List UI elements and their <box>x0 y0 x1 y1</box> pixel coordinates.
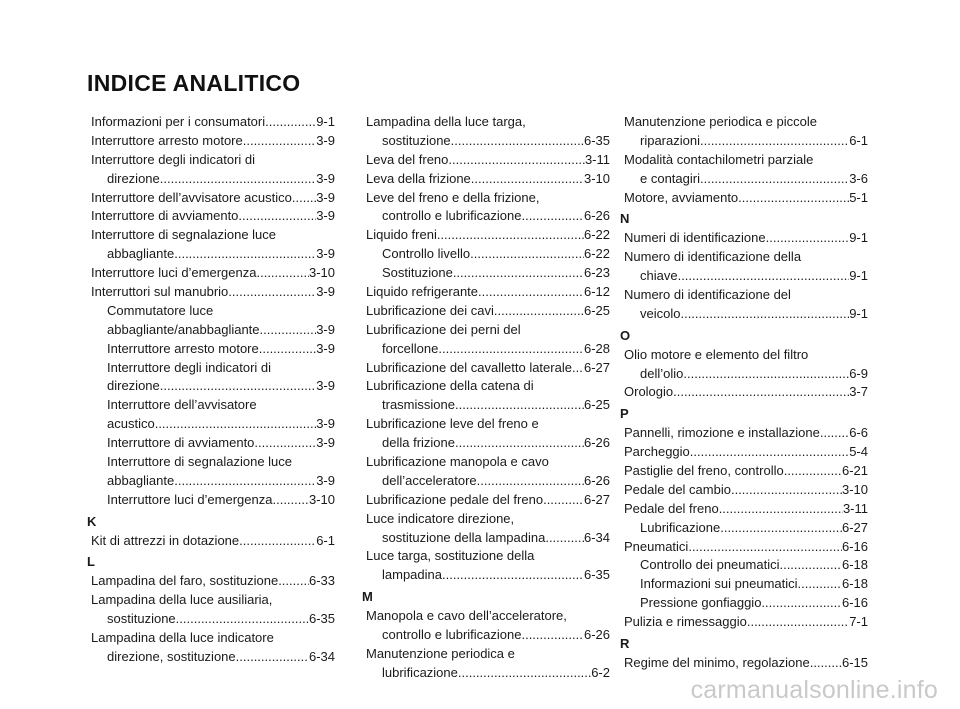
index-entry-continued: Lubrificazione manopola e cavo <box>366 454 549 470</box>
index-entry-text: Lubrificazione pedale del freno <box>366 491 544 507</box>
index-entry <box>362 226 610 245</box>
index-entry-text: Lubrificazione <box>640 519 721 535</box>
index-entry-text: Leva della frizione <box>366 170 471 186</box>
index-page-number: 6-28 <box>583 340 610 356</box>
index-page-number: 3-9 <box>316 435 335 451</box>
dot-leader <box>256 264 308 283</box>
index-entry <box>87 572 335 591</box>
dot-leader <box>243 132 316 151</box>
index-entry-continued: Luce indicatore direzione, <box>366 510 515 526</box>
index-entry <box>620 443 868 462</box>
dot-leader <box>437 226 584 245</box>
dot-leader <box>160 377 316 396</box>
dot-leader <box>494 302 584 321</box>
index-entry-text: Parcheggio <box>624 444 690 460</box>
index-page-number: 9-1 <box>849 268 868 284</box>
index-entry-text: Pressione gonfiaggio <box>640 595 762 611</box>
index-entry-text: forcellone <box>382 340 439 356</box>
index-page-number: 6-35 <box>308 611 335 627</box>
index-page-number: 6-23 <box>583 265 610 281</box>
index-letter-header: O <box>620 327 631 343</box>
dot-leader <box>690 443 849 462</box>
index-entry <box>620 481 868 500</box>
index-entry-text: Sostituzione <box>382 265 453 281</box>
index-entry <box>620 365 868 384</box>
page-title: INDICE ANALITICO <box>87 70 301 96</box>
index-entry-text: Pulizia e rimessaggio <box>624 614 747 630</box>
dot-leader <box>470 245 584 264</box>
index-entry-continued: Olio motore e elemento del filtro <box>624 346 809 362</box>
index-page-number: 6-1 <box>849 132 868 148</box>
index-entry-text: Liquido refrigerante <box>366 284 479 300</box>
index-entry-text: Interruttore arresto motore <box>91 132 243 148</box>
index-page-number: 6-34 <box>308 648 335 664</box>
index-entry-text: Controllo livello <box>382 246 471 262</box>
index-entry <box>362 264 610 283</box>
index-entry <box>87 189 335 208</box>
index-page-number: 3-9 <box>316 208 335 224</box>
dot-leader <box>766 229 850 248</box>
dot-leader <box>521 626 584 645</box>
index-page-number: 3-10 <box>308 265 335 281</box>
index-entry-text: Liquido freni <box>366 227 437 243</box>
dot-leader <box>572 359 584 378</box>
index-entry-text: Orologio <box>624 384 674 400</box>
index-page-number: 6-22 <box>583 246 610 262</box>
index-entry <box>620 424 868 443</box>
index-page-number: 6-34 <box>583 529 610 545</box>
index-entry-text: Interruttori sul manubrio <box>91 284 229 300</box>
index-entry <box>87 132 335 151</box>
index-entry-text: dell’acceleratore <box>382 472 477 488</box>
index-entry <box>87 434 335 453</box>
index-page-number: 6-27 <box>583 359 610 375</box>
dot-leader <box>238 207 316 226</box>
index-entry <box>620 189 868 208</box>
dot-leader <box>471 170 584 189</box>
index-page-number: 6-21 <box>841 463 868 479</box>
index-entry <box>87 377 335 396</box>
dot-leader <box>455 434 584 453</box>
dot-leader <box>545 529 584 548</box>
dot-leader <box>239 532 316 551</box>
index-entry <box>620 538 868 557</box>
index-entry <box>87 472 335 491</box>
index-column-3 <box>620 113 868 673</box>
index-entry <box>87 113 335 132</box>
dot-leader <box>680 305 849 324</box>
index-page-number: 5-1 <box>849 189 868 205</box>
index-entry-text: direzione, sostituzione <box>107 648 236 664</box>
dot-leader <box>458 664 591 683</box>
index-page-number: 6-27 <box>583 491 610 507</box>
index-page-number: 6-35 <box>583 567 610 583</box>
index-entry-continued: Lubrificazione leve del freno e <box>366 416 539 432</box>
index-entry <box>362 359 610 378</box>
index-entry-text: e contagiri <box>640 170 700 186</box>
index-entry-text: della frizione <box>382 435 455 451</box>
index-page-number: 6-1 <box>316 532 335 548</box>
index-entry <box>362 664 610 683</box>
index-page-number: 6-18 <box>841 576 868 592</box>
index-entry-text: Interruttore dell’avvisatore acustico <box>91 189 292 205</box>
index-entry <box>620 170 868 189</box>
dot-leader <box>521 207 584 226</box>
dot-leader <box>455 396 584 415</box>
index-entry-text: Interruttore luci d’emergenza <box>107 491 273 507</box>
index-entry-continued: Luce targa, sostituzione della <box>366 548 535 564</box>
index-entry <box>620 575 868 594</box>
dot-leader <box>700 132 849 151</box>
dot-leader <box>761 594 842 613</box>
index-column-1 <box>87 113 335 667</box>
index-page-number: 6-27 <box>841 519 868 535</box>
index-entry <box>362 472 610 491</box>
dot-leader <box>259 340 316 359</box>
index-entry-text: veicolo <box>640 305 681 321</box>
index-entry-text: lampadina <box>382 567 442 583</box>
index-entry <box>87 283 335 302</box>
index-entry <box>620 500 868 519</box>
dot-leader <box>678 267 850 286</box>
index-page-number: 3-6 <box>849 170 868 186</box>
index-entry-text: Motore, avviamento <box>624 189 739 205</box>
dot-leader <box>673 383 849 402</box>
index-page-number: 6-26 <box>583 208 610 224</box>
index-page-number: 9-1 <box>849 230 868 246</box>
index-entry <box>362 434 610 453</box>
index-entry <box>362 491 610 510</box>
index-entry <box>87 321 335 340</box>
index-entry <box>362 529 610 548</box>
dot-leader <box>683 365 849 384</box>
index-entry-text: trasmissione <box>382 397 455 413</box>
index-entry-continued: Interruttore di segnalazione luce <box>107 454 293 470</box>
dot-leader <box>453 264 584 283</box>
index-entry <box>620 556 868 575</box>
dot-leader <box>260 321 317 340</box>
index-entry-text: Pedale del cambio <box>624 481 731 497</box>
index-page-number: 3-9 <box>316 189 335 205</box>
index-page-number: 3-9 <box>316 321 335 337</box>
index-entry-text: riparazioni <box>640 132 700 148</box>
index-page-number: 6-22 <box>583 227 610 243</box>
index-entry-text: direzione <box>107 378 160 394</box>
index-entry-continued: Commutatore luce <box>107 302 214 318</box>
dot-leader <box>779 556 842 575</box>
index-entry-text: Lampadina del faro, sostituzione <box>91 573 279 589</box>
index-entry-text: Lubrificazione del cavalletto laterale <box>366 359 572 375</box>
index-entry-continued: Lampadina della luce ausiliaria, <box>91 592 273 608</box>
index-page-number: 6-16 <box>841 595 868 611</box>
index-entry <box>620 229 868 248</box>
index-entry-continued: Interruttore dell’avvisatore <box>107 397 257 413</box>
index-entry-continued: Interruttore degli indicatori di <box>107 359 272 375</box>
index-entry-text: Interruttore arresto motore <box>107 340 259 356</box>
index-entry <box>87 264 335 283</box>
index-page-number: 6-15 <box>841 654 868 670</box>
index-entry-text: sostituzione <box>107 611 176 627</box>
index-column-2 <box>362 113 610 683</box>
index-entry-text: Leva del freno <box>366 151 449 167</box>
index-page-number: 6-16 <box>841 538 868 554</box>
index-page-number: 3-9 <box>316 246 335 262</box>
index-entry-text: Pedale del freno <box>624 500 719 516</box>
dot-leader <box>272 491 308 510</box>
index-letter-header: M <box>362 589 373 605</box>
index-entry <box>620 305 868 324</box>
index-entry <box>362 151 610 170</box>
index-entry <box>620 267 868 286</box>
index-page-number: 3-7 <box>849 384 868 400</box>
index-entry <box>620 613 868 632</box>
index-entry-text: Informazioni per i consumatori <box>91 114 266 129</box>
index-entry-text: controllo e lubrificazione <box>382 627 522 643</box>
index-page-number: 6-12 <box>583 284 610 300</box>
dot-leader <box>798 575 842 594</box>
index-entry-continued: Interruttore degli indicatori di <box>91 151 256 167</box>
dot-leader <box>477 472 584 491</box>
index-entry-continued: Lubrificazione dei perni del <box>366 321 521 337</box>
dot-leader <box>719 500 843 519</box>
dot-leader <box>784 462 842 481</box>
dot-leader <box>174 472 316 491</box>
dot-leader <box>438 340 584 359</box>
index-entry <box>620 132 868 151</box>
dot-leader <box>442 566 584 585</box>
index-page-number: 6-26 <box>583 472 610 488</box>
dot-leader <box>720 519 842 538</box>
index-entry-text: Interruttore luci d’emergenza <box>91 265 257 281</box>
index-entry-text: Regime del minimo, regolazione <box>624 654 810 670</box>
index-entry-text: Kit di attrezzi in dotazione <box>91 532 240 548</box>
index-entry-text: dell’olio <box>640 365 684 381</box>
index-page-number: 3-9 <box>316 472 335 488</box>
index-page-number: 6-25 <box>583 397 610 413</box>
index-entry <box>620 462 868 481</box>
index-page-number: 6-9 <box>849 365 868 381</box>
index-entry <box>87 340 335 359</box>
dot-leader <box>160 170 316 189</box>
index-entry <box>362 245 610 264</box>
index-entry-text: Controllo dei pneumatici <box>640 557 780 573</box>
index-entry-text: lubrificazione <box>382 664 458 680</box>
index-page-number: 6-26 <box>583 435 610 451</box>
dot-leader <box>236 648 309 667</box>
index-page-number: 3-11 <box>842 500 868 516</box>
index-page-number: 3-10 <box>308 491 335 507</box>
index-page-number: 9-1 <box>849 305 868 321</box>
dot-leader <box>700 170 849 189</box>
index-page-number: 3-9 <box>316 132 335 148</box>
index-page-number: 3-10 <box>841 481 868 497</box>
index-page-number: 6-18 <box>841 557 868 573</box>
dot-leader <box>176 610 309 629</box>
index-entry-text: sostituzione della lampadina <box>382 529 546 545</box>
index-entry <box>362 340 610 359</box>
index-page-number: 6-33 <box>308 573 335 589</box>
index-page-number: 3-11 <box>584 151 610 167</box>
index-entry-text: direzione <box>107 170 160 186</box>
index-entry <box>87 610 335 629</box>
index-entry-text: controllo e lubrificazione <box>382 208 522 224</box>
dot-leader <box>254 434 316 453</box>
dot-leader <box>543 491 584 510</box>
index-entry <box>362 132 610 151</box>
index-entry-text: Interruttore di avviamento <box>91 208 239 224</box>
index-letter-header: N <box>620 211 630 227</box>
index-entry-text: Pannelli, rimozione e installazione <box>624 425 820 441</box>
dot-leader <box>731 481 842 500</box>
index-entry <box>362 283 610 302</box>
index-entry-continued: Numero di identificazione della <box>624 249 802 265</box>
dot-leader <box>155 415 317 434</box>
index-entry <box>87 491 335 510</box>
index-entry <box>362 396 610 415</box>
dot-leader <box>478 283 584 302</box>
index-entry <box>362 207 610 226</box>
index-entry-text: acustico <box>107 416 155 432</box>
index-entry-continued: Numero di identificazione del <box>624 287 791 303</box>
index-entry <box>620 594 868 613</box>
index-entry <box>87 170 335 189</box>
index-entry <box>362 566 610 585</box>
index-entry-text: Interruttore di avviamento <box>107 435 255 451</box>
index-entry <box>620 519 868 538</box>
index-entry <box>362 302 610 321</box>
index-entry-continued: Lampadina della luce indicatore <box>91 630 274 646</box>
index-page-number: 6-26 <box>583 627 610 643</box>
dot-leader <box>451 132 584 151</box>
index-page-number: 3-9 <box>316 378 335 394</box>
index-page-number: 6-25 <box>583 302 610 318</box>
index-entry-text: Lubrificazione dei cavi <box>366 302 494 318</box>
index-entry <box>87 245 335 264</box>
index-entry-text: Pastiglie del freno, controllo <box>624 463 784 479</box>
index-entry <box>620 383 868 402</box>
index-page-number: 7-1 <box>849 614 868 630</box>
index-letter-header: L <box>87 554 95 570</box>
dot-leader <box>747 613 849 632</box>
index-entry-continued: Interruttore di segnalazione luce <box>91 227 277 243</box>
dot-leader <box>810 654 842 673</box>
index-page-number: 3-9 <box>316 170 335 186</box>
index-page-number: 3-9 <box>316 340 335 356</box>
index-entry <box>87 532 335 551</box>
index-entry-text: abbagliante <box>107 246 175 262</box>
index-entry-continued: Lubrificazione della catena di <box>366 378 534 394</box>
index-page-number: 6-2 <box>591 664 610 680</box>
dot-leader <box>820 424 849 443</box>
index-entry <box>362 626 610 645</box>
index-entry-text: Numeri di identificazione <box>624 230 766 246</box>
index-entry-continued: Modalità contachilometri parziale <box>624 151 814 167</box>
index-entry <box>87 648 335 667</box>
index-entry-continued: Leve del freno e della frizione, <box>366 189 540 205</box>
watermark-text: carmanualsonline.info <box>690 676 938 704</box>
index-entry-continued: Manutenzione periodica e piccole <box>624 114 817 129</box>
dot-leader <box>688 538 842 557</box>
index-entry-continued: Lampadina della luce targa, <box>366 114 526 129</box>
index-entry <box>620 654 868 673</box>
index-entry <box>87 207 335 226</box>
index-page-number: 9-1 <box>316 114 335 129</box>
dot-leader <box>278 572 309 591</box>
index-entry <box>362 170 610 189</box>
index-letter-header: K <box>87 513 97 529</box>
index-page-number: 6-6 <box>849 425 868 441</box>
index-page-number: 5-4 <box>849 444 868 460</box>
index-entry-text: Informazioni sui pneumatici <box>640 576 798 592</box>
index-page-number: 3-9 <box>316 284 335 300</box>
index-letter-header: P <box>620 406 629 422</box>
index-entry-text: Pneumatici <box>624 538 689 554</box>
index-entry-continued: Manutenzione periodica e <box>366 645 515 661</box>
index-entry-text: abbagliante/anabbagliante <box>107 321 260 337</box>
dot-leader <box>738 189 849 208</box>
dot-leader <box>174 245 316 264</box>
index-page-number: 3-9 <box>316 416 335 432</box>
index-entry <box>87 415 335 434</box>
index-page-number: 6-35 <box>583 132 610 148</box>
index-entry-text: chiave <box>640 268 678 284</box>
index-entry-text: abbagliante <box>107 472 175 488</box>
dot-leader <box>265 113 316 132</box>
dot-leader <box>448 151 585 170</box>
index-entry-text: sostituzione <box>382 132 451 148</box>
index-entry-continued: Manopola e cavo dell’acceleratore, <box>366 608 567 624</box>
dot-leader <box>228 283 316 302</box>
dot-leader <box>292 189 316 208</box>
index-page-number: 3-10 <box>583 170 610 186</box>
index-letter-header: R <box>620 636 630 652</box>
